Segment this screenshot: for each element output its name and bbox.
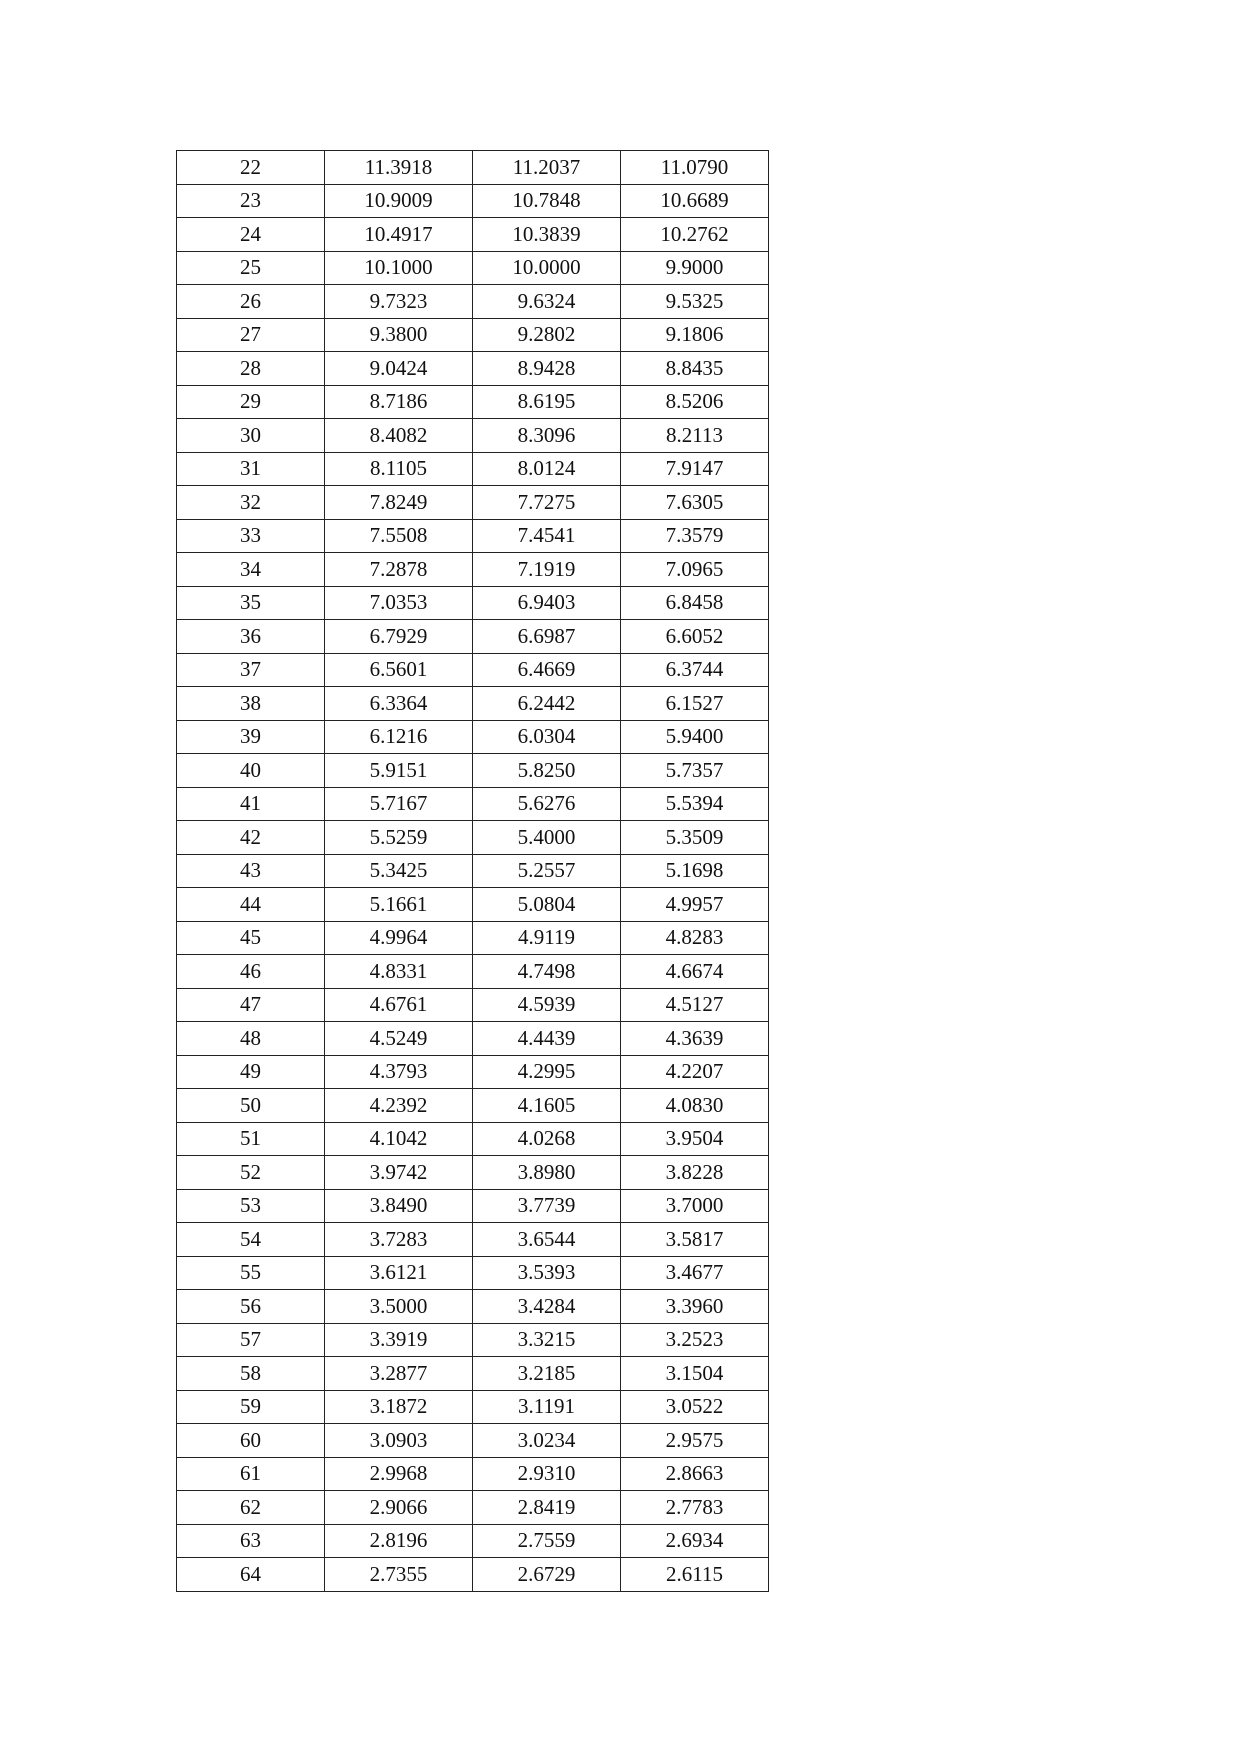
value-col-3-cell: 8.5206 (621, 385, 769, 419)
index-cell: 62 (177, 1491, 325, 1525)
value-col-2-cell: 10.0000 (473, 251, 621, 285)
value-col-2-cell: 5.2557 (473, 854, 621, 888)
value-col-3-cell: 4.2207 (621, 1055, 769, 1089)
value-col-1-cell: 3.8490 (325, 1189, 473, 1223)
index-cell: 60 (177, 1424, 325, 1458)
value-col-1-cell: 7.8249 (325, 486, 473, 520)
value-col-2-cell: 6.6987 (473, 620, 621, 654)
table-row (177, 318, 769, 352)
index-cell: 25 (177, 251, 325, 285)
value-col-3-cell: 3.1504 (621, 1357, 769, 1391)
value-col-2-cell: 2.6729 (473, 1558, 621, 1592)
value-col-3-cell: 8.8435 (621, 352, 769, 386)
value-col-2-cell: 8.0124 (473, 452, 621, 486)
index-cell: 46 (177, 955, 325, 989)
value-col-3-cell: 2.6934 (621, 1524, 769, 1558)
value-col-2-cell: 4.5939 (473, 988, 621, 1022)
value-col-2-cell: 4.9119 (473, 921, 621, 955)
value-col-1-cell: 10.4917 (325, 218, 473, 252)
value-col-3-cell: 6.1527 (621, 687, 769, 721)
value-col-1-cell: 4.1042 (325, 1122, 473, 1156)
value-col-1-cell: 3.6121 (325, 1256, 473, 1290)
table-row (177, 754, 769, 788)
value-col-1-cell: 4.6761 (325, 988, 473, 1022)
index-cell: 22 (177, 151, 325, 185)
table-row (177, 988, 769, 1022)
table-row (177, 821, 769, 855)
index-cell: 29 (177, 385, 325, 419)
index-cell: 30 (177, 419, 325, 453)
value-col-2-cell: 4.1605 (473, 1089, 621, 1123)
value-col-2-cell: 10.7848 (473, 184, 621, 218)
index-cell: 45 (177, 921, 325, 955)
value-col-3-cell: 3.4677 (621, 1256, 769, 1290)
table-body (177, 151, 769, 1592)
table-row (177, 1156, 769, 1190)
table-row (177, 653, 769, 687)
value-col-2-cell: 5.6276 (473, 787, 621, 821)
index-cell: 44 (177, 888, 325, 922)
value-col-1-cell: 5.1661 (325, 888, 473, 922)
table-row (177, 486, 769, 520)
index-cell: 57 (177, 1323, 325, 1357)
index-cell: 28 (177, 352, 325, 386)
value-col-2-cell: 4.4439 (473, 1022, 621, 1056)
table-row (177, 352, 769, 386)
table-row (177, 1089, 769, 1123)
value-col-1-cell: 6.5601 (325, 653, 473, 687)
index-cell: 58 (177, 1357, 325, 1391)
index-cell: 32 (177, 486, 325, 520)
index-cell: 37 (177, 653, 325, 687)
value-col-3-cell: 5.3509 (621, 821, 769, 855)
table-row (177, 1491, 769, 1525)
index-cell: 42 (177, 821, 325, 855)
value-col-1-cell: 8.1105 (325, 452, 473, 486)
value-col-1-cell: 10.9009 (325, 184, 473, 218)
value-col-3-cell: 7.0965 (621, 553, 769, 587)
index-cell: 23 (177, 184, 325, 218)
table-row (177, 1524, 769, 1558)
value-col-3-cell: 3.0522 (621, 1390, 769, 1424)
index-cell: 52 (177, 1156, 325, 1190)
value-col-1-cell: 4.9964 (325, 921, 473, 955)
value-col-3-cell: 8.2113 (621, 419, 769, 453)
value-col-2-cell: 2.8419 (473, 1491, 621, 1525)
value-col-3-cell: 3.7000 (621, 1189, 769, 1223)
value-col-1-cell: 2.8196 (325, 1524, 473, 1558)
value-col-3-cell: 2.9575 (621, 1424, 769, 1458)
value-col-3-cell: 9.9000 (621, 251, 769, 285)
table-row (177, 888, 769, 922)
value-col-3-cell: 9.5325 (621, 285, 769, 319)
value-col-1-cell: 3.1872 (325, 1390, 473, 1424)
table-row (177, 553, 769, 587)
index-cell: 41 (177, 787, 325, 821)
table-row (177, 452, 769, 486)
index-cell: 53 (177, 1189, 325, 1223)
index-cell: 56 (177, 1290, 325, 1324)
value-col-2-cell: 3.4284 (473, 1290, 621, 1324)
index-cell: 55 (177, 1256, 325, 1290)
index-cell: 26 (177, 285, 325, 319)
table-row (177, 184, 769, 218)
value-col-3-cell: 4.3639 (621, 1022, 769, 1056)
value-col-2-cell: 3.1191 (473, 1390, 621, 1424)
value-col-1-cell: 9.3800 (325, 318, 473, 352)
value-col-2-cell: 9.6324 (473, 285, 621, 319)
value-col-2-cell: 3.2185 (473, 1357, 621, 1391)
value-col-1-cell: 9.0424 (325, 352, 473, 386)
table-row (177, 151, 769, 185)
table-row (177, 1223, 769, 1257)
value-col-1-cell: 11.3918 (325, 151, 473, 185)
value-col-2-cell: 11.2037 (473, 151, 621, 185)
index-cell: 24 (177, 218, 325, 252)
table-row (177, 921, 769, 955)
table-row (177, 251, 769, 285)
value-col-2-cell: 3.7739 (473, 1189, 621, 1223)
value-col-1-cell: 7.0353 (325, 586, 473, 620)
value-col-3-cell: 3.2523 (621, 1323, 769, 1357)
value-col-3-cell: 11.0790 (621, 151, 769, 185)
table-row (177, 385, 769, 419)
index-cell: 50 (177, 1089, 325, 1123)
index-cell: 47 (177, 988, 325, 1022)
value-col-2-cell: 5.0804 (473, 888, 621, 922)
value-col-1-cell: 8.7186 (325, 385, 473, 419)
value-col-3-cell: 3.5817 (621, 1223, 769, 1257)
index-cell: 39 (177, 720, 325, 754)
value-col-3-cell: 7.9147 (621, 452, 769, 486)
value-col-2-cell: 4.7498 (473, 955, 621, 989)
value-col-2-cell: 7.7275 (473, 486, 621, 520)
value-col-3-cell: 3.9504 (621, 1122, 769, 1156)
index-cell: 61 (177, 1457, 325, 1491)
table-row (177, 955, 769, 989)
value-col-1-cell: 3.2877 (325, 1357, 473, 1391)
value-col-3-cell: 6.6052 (621, 620, 769, 654)
value-col-1-cell: 6.7929 (325, 620, 473, 654)
table-row (177, 1055, 769, 1089)
value-col-1-cell: 6.3364 (325, 687, 473, 721)
value-col-1-cell: 8.4082 (325, 419, 473, 453)
table-row (177, 787, 769, 821)
index-cell: 49 (177, 1055, 325, 1089)
table-row (177, 218, 769, 252)
value-col-3-cell: 7.3579 (621, 519, 769, 553)
table-row (177, 1558, 769, 1592)
value-col-2-cell: 10.3839 (473, 218, 621, 252)
value-col-2-cell: 5.4000 (473, 821, 621, 855)
value-col-3-cell: 4.9957 (621, 888, 769, 922)
value-col-1-cell: 3.7283 (325, 1223, 473, 1257)
value-col-1-cell: 5.7167 (325, 787, 473, 821)
value-col-3-cell: 5.1698 (621, 854, 769, 888)
table-row (177, 1424, 769, 1458)
index-cell: 31 (177, 452, 325, 486)
value-col-2-cell: 4.0268 (473, 1122, 621, 1156)
value-col-2-cell: 9.2802 (473, 318, 621, 352)
value-col-3-cell: 5.7357 (621, 754, 769, 788)
value-col-1-cell: 4.8331 (325, 955, 473, 989)
value-col-2-cell: 3.8980 (473, 1156, 621, 1190)
value-col-3-cell: 2.6115 (621, 1558, 769, 1592)
value-col-2-cell: 8.6195 (473, 385, 621, 419)
value-col-2-cell: 6.9403 (473, 586, 621, 620)
index-cell: 33 (177, 519, 325, 553)
value-col-2-cell: 3.3215 (473, 1323, 621, 1357)
value-col-2-cell: 6.2442 (473, 687, 621, 721)
index-cell: 51 (177, 1122, 325, 1156)
value-col-3-cell: 3.3960 (621, 1290, 769, 1324)
index-cell: 27 (177, 318, 325, 352)
index-cell: 40 (177, 754, 325, 788)
value-col-1-cell: 2.9968 (325, 1457, 473, 1491)
table-row (177, 687, 769, 721)
table-row (177, 1022, 769, 1056)
value-col-1-cell: 5.3425 (325, 854, 473, 888)
value-col-2-cell: 3.0234 (473, 1424, 621, 1458)
table-row (177, 720, 769, 754)
value-col-1-cell: 5.9151 (325, 754, 473, 788)
table-row (177, 1357, 769, 1391)
table-row (177, 1457, 769, 1491)
value-col-3-cell: 6.8458 (621, 586, 769, 620)
value-col-2-cell: 8.3096 (473, 419, 621, 453)
table-row (177, 586, 769, 620)
value-col-1-cell: 5.5259 (325, 821, 473, 855)
index-cell: 38 (177, 687, 325, 721)
value-col-1-cell: 3.9742 (325, 1156, 473, 1190)
value-col-2-cell: 6.4669 (473, 653, 621, 687)
table-row (177, 519, 769, 553)
value-col-1-cell: 7.5508 (325, 519, 473, 553)
index-cell: 54 (177, 1223, 325, 1257)
index-cell: 36 (177, 620, 325, 654)
index-cell: 34 (177, 553, 325, 587)
value-col-1-cell: 3.5000 (325, 1290, 473, 1324)
value-col-1-cell: 4.3793 (325, 1055, 473, 1089)
value-col-3-cell: 9.1806 (621, 318, 769, 352)
value-col-2-cell: 6.0304 (473, 720, 621, 754)
value-col-2-cell: 3.5393 (473, 1256, 621, 1290)
value-col-2-cell: 3.6544 (473, 1223, 621, 1257)
value-col-3-cell: 10.6689 (621, 184, 769, 218)
index-cell: 59 (177, 1390, 325, 1424)
table-row (177, 1323, 769, 1357)
index-cell: 43 (177, 854, 325, 888)
value-col-3-cell: 5.9400 (621, 720, 769, 754)
value-col-3-cell: 4.0830 (621, 1089, 769, 1123)
table-row (177, 1256, 769, 1290)
index-cell: 48 (177, 1022, 325, 1056)
table-row (177, 1390, 769, 1424)
value-col-3-cell: 2.8663 (621, 1457, 769, 1491)
value-col-2-cell: 2.9310 (473, 1457, 621, 1491)
value-col-1-cell: 4.2392 (325, 1089, 473, 1123)
value-col-3-cell: 6.3744 (621, 653, 769, 687)
index-cell: 64 (177, 1558, 325, 1592)
value-col-3-cell: 4.8283 (621, 921, 769, 955)
value-col-2-cell: 4.2995 (473, 1055, 621, 1089)
value-col-3-cell: 4.5127 (621, 988, 769, 1022)
value-col-1-cell: 7.2878 (325, 553, 473, 587)
value-col-1-cell: 3.3919 (325, 1323, 473, 1357)
value-col-3-cell: 7.6305 (621, 486, 769, 520)
value-col-3-cell: 10.2762 (621, 218, 769, 252)
value-col-1-cell: 2.9066 (325, 1491, 473, 1525)
index-cell: 63 (177, 1524, 325, 1558)
value-col-1-cell: 3.0903 (325, 1424, 473, 1458)
value-col-3-cell: 2.7783 (621, 1491, 769, 1525)
table-row (177, 1290, 769, 1324)
value-col-1-cell: 9.7323 (325, 285, 473, 319)
value-col-1-cell: 6.1216 (325, 720, 473, 754)
value-col-2-cell: 8.9428 (473, 352, 621, 386)
table-row (177, 285, 769, 319)
index-cell: 35 (177, 586, 325, 620)
value-col-3-cell: 4.6674 (621, 955, 769, 989)
value-col-2-cell: 7.4541 (473, 519, 621, 553)
table-row (177, 854, 769, 888)
value-col-1-cell: 10.1000 (325, 251, 473, 285)
value-col-3-cell: 5.5394 (621, 787, 769, 821)
value-col-1-cell: 4.5249 (325, 1022, 473, 1056)
value-col-3-cell: 3.8228 (621, 1156, 769, 1190)
value-col-2-cell: 5.8250 (473, 754, 621, 788)
table-row (177, 1122, 769, 1156)
table-row (177, 620, 769, 654)
value-col-1-cell: 2.7355 (325, 1558, 473, 1592)
value-col-2-cell: 7.1919 (473, 553, 621, 587)
value-col-2-cell: 2.7559 (473, 1524, 621, 1558)
table-row (177, 419, 769, 453)
data-table (176, 150, 769, 1592)
table-row (177, 1189, 769, 1223)
